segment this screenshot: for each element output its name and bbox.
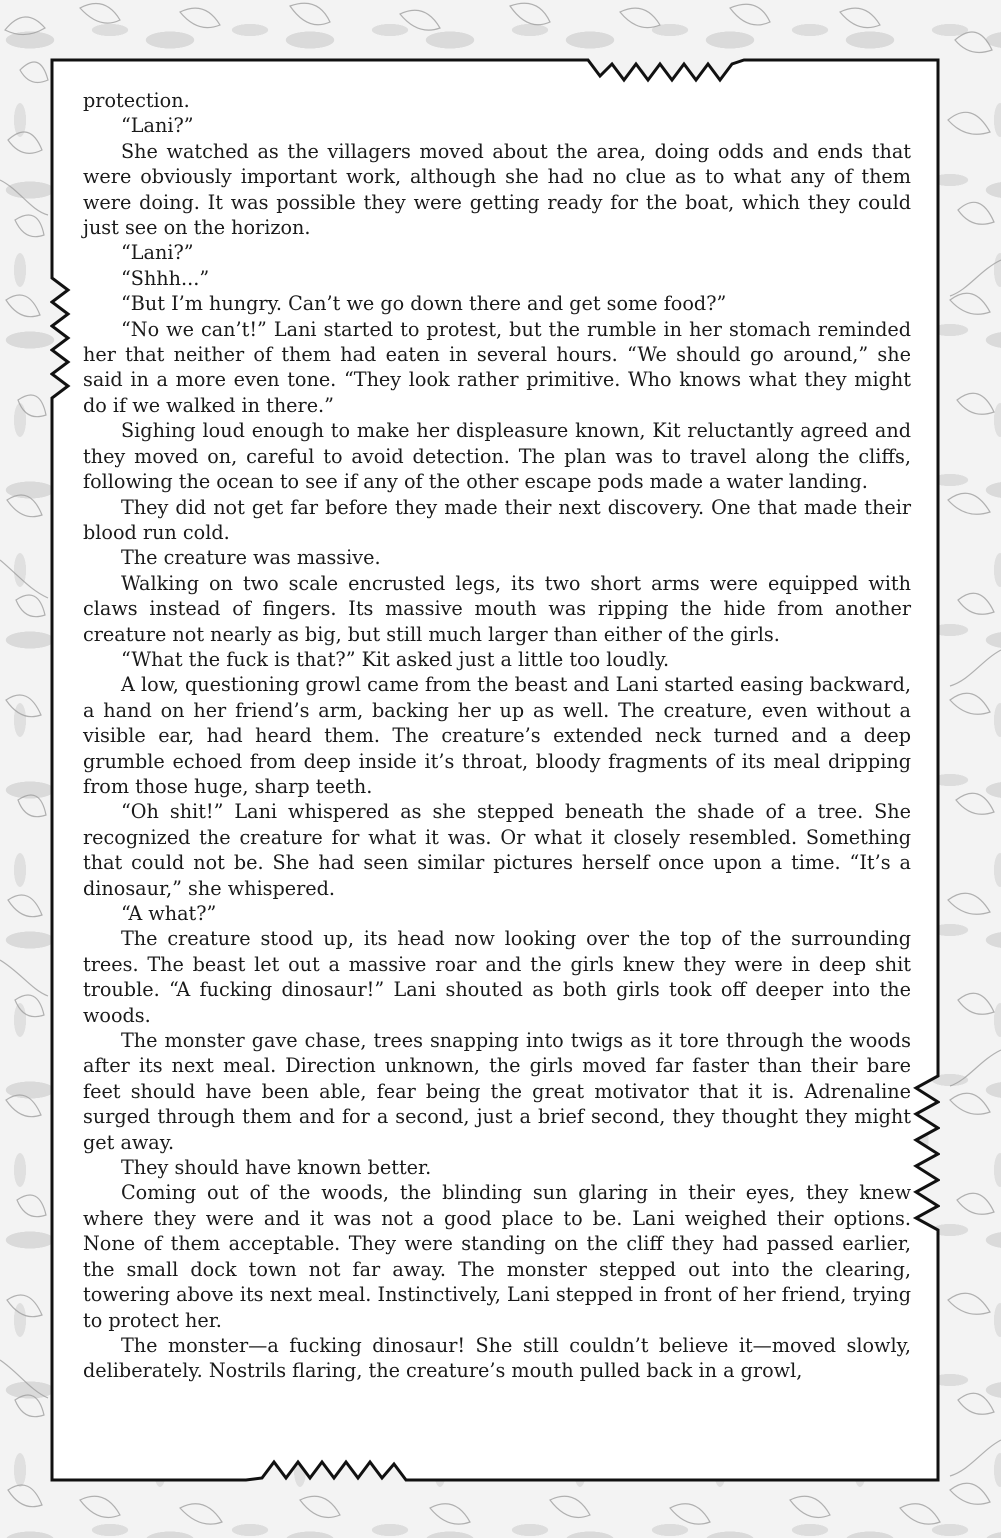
paragraph: The monster—a fucking dinosaur! She still couldn’t believe it—moved slowly, deliberately. Nostrils flaring, the creature’s mouth pulled back in a growl,: [83, 1333, 911, 1383]
paragraph: “A what?”: [121, 902, 217, 925]
paragraph: Sighing loud enough to make her displeasure known, Kit reluctantly agreed and they moved on, careful to avoid detection. The plan was to travel along the cliffs, following the ocean to see if any of the other escape pods made a water landing.: [83, 419, 911, 494]
paragraph: She watched as the villagers moved about the area, doing odds and ends that were obviously important work, although she had no clue as to what any of them were doing. It was possible they were getting ready for the boat, which they could just see on the horizon.: [83, 139, 911, 240]
paragraph: A low, questioning growl came from the beast and Lani started easing backward, a hand on her friend’s arm, backing her up as well. The creature, even without a visible ear, had heard them. The creature’s extended neck turned and a deep grumble echoed from deep inside it’s throat, bloody fragments of its meal dripping from those huge, sharp teeth.: [83, 673, 911, 798]
paragraph: “Shhh...”: [121, 266, 210, 290]
paragraph: They did not get far before they made their next discovery. One that made their blood run cold.: [83, 495, 911, 544]
paragraph: The creature was massive.: [121, 546, 381, 570]
paragraph: “No we can’t!” Lani started to protest, but the rumble in her stomach reminded her that neither of them had eaten in several hours. “We should go around,” she said in a more even tone. “They look rather primitive. Who knows what they might do if we walked in there.”: [83, 317, 911, 417]
paragraph: “But I’m hungry. Can’t we go down there and get some food?”: [121, 292, 727, 316]
paragraph: “Lani?”: [121, 114, 194, 138]
story-text-column: [83, 88, 911, 1384]
paragraph: protection.: [83, 89, 190, 112]
paragraph: “Lani?”: [121, 241, 194, 265]
paragraph: The monster gave chase, trees snapping into twigs as it tore through the woods after its next meal. Direction unknown, the girls moved far faster than their bare feet should have been able, fear being the great motivator that it is. Adrenaline surged through them and for a second, just a brief second, they thought they might get away.: [83, 1029, 911, 1154]
paragraph: Walking on two scale encrusted legs, its two short arms were equipped with claws instead of fingers. Its massive mouth was ripping the hide from another creature not nearly as big, but still much larger than either of the girls.: [83, 571, 911, 646]
paragraph: “What the fuck is that?” Kit asked just a little too loudly.: [121, 647, 670, 671]
paragraph: Coming out of the woods, the blinding sun glaring in their eyes, they knew where they were and it was not a good place to be. Lani weighed their options. None of them acceptable. They were standing on the cliff they had passed earlier, the small dock town not far away. The monster stepped out into the clearing, towering above its next meal. Instinctively, Lani stepped in front of her friend, trying to protect her.: [83, 1181, 911, 1332]
paragraph: The creature stood up, its head now looking over the top of the surrounding trees. The beast let out a massive roar and the girls knew they were in deep shit trouble. “A fucking dinosaur!” Lani shouted as both girls took off deeper into the woods.: [83, 927, 911, 1027]
paragraph: They should have known better.: [121, 1156, 432, 1180]
paragraph: “Oh shit!” Lani whispered as she stepped beneath the shade of a tree. She recognized the creature for what it was. Or what it closely resembled. Something that could not be. She had seen similar pictures herself once upon a time. “It’s a dinosaur,” she whispered.: [83, 800, 911, 900]
